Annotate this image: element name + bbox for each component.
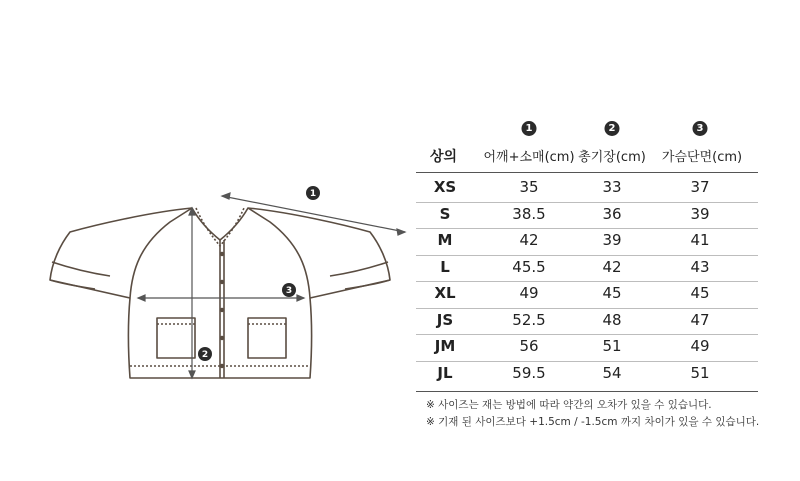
size-label: XL — [434, 284, 456, 302]
column-number-2: 2 — [605, 121, 620, 136]
row-divider — [416, 255, 758, 256]
row-divider — [416, 361, 758, 362]
row-divider — [416, 308, 758, 309]
size-label: XS — [433, 178, 457, 196]
column-header-shoulder-sleeve: 어깨+소매(cm) — [483, 150, 575, 165]
measurement-value: 56 — [519, 337, 539, 355]
column-number-row — [0, 121, 800, 141]
measurement-value: 39 — [602, 231, 622, 249]
measurement-value: 42 — [519, 231, 539, 249]
column-header-chest-width: 가슴단면(cm) — [661, 150, 743, 165]
row-divider — [416, 334, 758, 335]
note-measurement-error: ※ 사이즈는 재는 방법에 따라 약간의 오차가 있을 수 있습니다. — [426, 399, 712, 411]
size-label: JS — [436, 310, 454, 329]
measurement-value: 45 — [690, 284, 710, 302]
size-label: JM — [434, 337, 456, 355]
measurement-value: 51 — [602, 337, 622, 355]
size-label: JL — [437, 363, 453, 382]
measurement-value: 41 — [690, 231, 710, 249]
table-category-label: 상의 — [430, 149, 458, 165]
measurement-value: 45 — [602, 284, 622, 302]
measurement-value: 43 — [690, 257, 710, 276]
table-header-rule — [416, 172, 758, 173]
column-number-3: 3 — [693, 121, 708, 136]
measurement-value: 35 — [519, 178, 539, 196]
column-number-1: 1 — [522, 121, 537, 136]
garment-diagram — [40, 170, 420, 410]
measurement-value: 36 — [602, 204, 622, 223]
measurement-value: 54 — [602, 363, 622, 382]
marker-1: 1 — [309, 189, 317, 199]
measurement-value: 37 — [690, 178, 710, 196]
size-label: M — [437, 231, 453, 249]
measurement-value: 48 — [602, 310, 622, 329]
measurement-value: 39 — [690, 204, 710, 223]
measurement-value: 33 — [602, 178, 622, 196]
row-divider — [416, 202, 758, 203]
marker-3: 3 — [285, 286, 293, 296]
row-divider — [416, 228, 758, 229]
measurement-value: 45.5 — [512, 257, 546, 276]
marker-2: 2 — [201, 350, 209, 360]
measurement-value: 52.5 — [512, 310, 546, 329]
measurement-value: 49 — [690, 337, 710, 355]
measurement-value: 38.5 — [512, 204, 546, 223]
size-label: S — [439, 204, 451, 223]
size-label: L — [440, 257, 450, 276]
measurement-value: 51 — [690, 363, 710, 382]
measurement-value: 42 — [602, 257, 622, 276]
note-size-tolerance: ※ 기재 된 사이즈보다 +1.5cm / -1.5cm 까지 차이가 있을 수 있습니다. — [426, 416, 760, 428]
measure-1-arrow — [222, 196, 405, 232]
row-divider — [416, 281, 758, 282]
measurement-value: 59.5 — [512, 363, 546, 382]
table-bottom-rule — [416, 391, 758, 392]
measurement-value: 47 — [690, 310, 710, 329]
measurement-value: 49 — [519, 284, 539, 302]
column-header-total-length: 총기장(cm) — [578, 150, 646, 165]
